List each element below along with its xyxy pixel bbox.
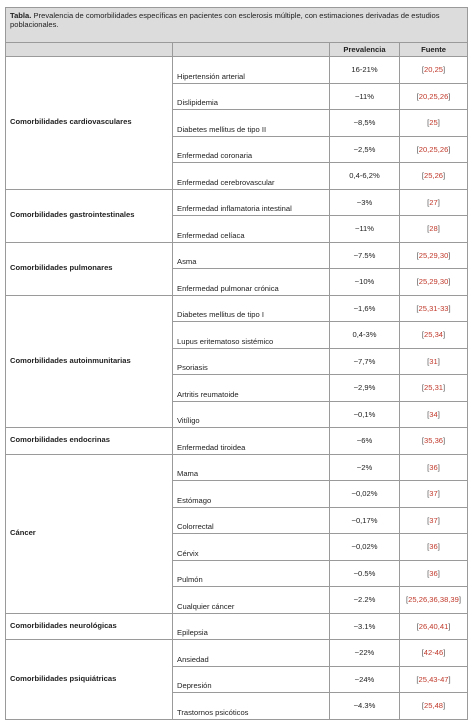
bracket-open: [ <box>421 65 425 75</box>
prevalence-cell: ~7,7% <box>330 348 400 375</box>
source-cell <box>400 428 468 455</box>
prevalence-cell: ~0,02% <box>330 481 400 508</box>
bracket-open: [ <box>421 648 424 658</box>
reference-link[interactable]: 25 <box>429 118 438 128</box>
prevalence-cell: ~10% <box>330 269 400 296</box>
bracket-close: ] <box>443 65 446 75</box>
condition-cell: Enfermedad pulmonar crónica <box>173 269 330 296</box>
prevalence-cell: ~2.2% <box>330 587 400 614</box>
prevalence-cell: ~3% <box>330 189 400 216</box>
category-cell: Comorbilidades pulmonares <box>6 242 173 295</box>
condition-cell: Estómago <box>173 481 330 508</box>
prevalence-cell: ~22% <box>330 640 400 667</box>
source-cell <box>400 613 468 640</box>
source-cell <box>400 348 468 375</box>
comorbidity-table-container <box>5 7 467 720</box>
category-cell: Cáncer <box>6 454 173 613</box>
condition-cell: Ansiedad <box>173 640 330 667</box>
reference-link[interactable]: 36 <box>429 542 438 552</box>
condition-cell: Artritis reumatoide <box>173 375 330 402</box>
bracket-open: [ <box>416 144 419 154</box>
prevalence-cell: ~2,5% <box>330 136 400 163</box>
bracket-open: [ <box>416 91 419 101</box>
prevalence-cell: ~2,9% <box>330 375 400 402</box>
header-row <box>6 43 468 57</box>
bracket-close: ] <box>448 277 451 287</box>
bracket-open: [ <box>427 515 430 525</box>
source-cell <box>400 454 468 481</box>
category-cell: Comorbilidades autoinmunitarias <box>6 295 173 428</box>
source-cell <box>400 401 468 428</box>
source-cell <box>400 110 468 137</box>
condition-cell: Enfermedad coronaria <box>173 136 330 163</box>
source-cell <box>400 163 468 190</box>
condition-cell: Cualquier cáncer <box>173 587 330 614</box>
table-row <box>6 640 468 667</box>
condition-cell: Vitíligo <box>173 401 330 428</box>
reference-link[interactable]: 25,48 <box>424 701 444 711</box>
reference-link[interactable]: 34 <box>429 409 438 419</box>
bracket-close: ] <box>437 489 440 499</box>
reference-link[interactable]: 20,25,26 <box>418 144 449 154</box>
category-cell: Comorbilidades neurológicas <box>6 613 173 640</box>
prevalence-cell: ~1,6% <box>330 295 400 322</box>
prevalence-cell: ~4.3% <box>330 693 400 720</box>
condition-cell: Trastornos psicóticos <box>173 693 330 720</box>
bracket-open: [ <box>416 250 419 260</box>
comorbidity-table <box>5 7 468 720</box>
condition-cell: Diabetes mellitus de tipo II <box>173 110 330 137</box>
source-cell <box>400 242 468 269</box>
condition-cell: Enfermedad inflamatoria intestinal <box>173 189 330 216</box>
reference-link[interactable]: 37 <box>429 489 438 499</box>
bracket-open: [ <box>421 383 425 393</box>
condition-cell: Lupus eritematoso sistémico <box>173 322 330 349</box>
condition-cell: Enfermedad cerebrovascular <box>173 163 330 190</box>
bracket-close: ] <box>448 91 451 101</box>
source-cell <box>400 295 468 322</box>
bracket-close: ] <box>458 595 461 605</box>
condition-cell: Epilepsia <box>173 613 330 640</box>
category-cell: Comorbilidades psiquiátricas <box>6 640 173 720</box>
bracket-close: ] <box>443 436 446 446</box>
table-caption <box>6 8 468 43</box>
source-cell <box>400 57 468 84</box>
condition-cell: Cérvix <box>173 534 330 561</box>
prevalence-cell: 0,4-3% <box>330 322 400 349</box>
source-cell <box>400 136 468 163</box>
reference-link[interactable]: 20,25 <box>424 65 444 75</box>
source-cell <box>400 693 468 720</box>
source-cell <box>400 534 468 561</box>
bracket-open: [ <box>416 277 419 287</box>
bracket-open: [ <box>406 595 409 605</box>
bracket-close: ] <box>448 621 451 631</box>
condition-cell: Dislipidemia <box>173 83 330 110</box>
reference-link[interactable]: 28 <box>429 224 438 234</box>
caption-label: Tabla. <box>10 11 32 20</box>
bracket-close: ] <box>437 542 440 552</box>
source-cell <box>400 666 468 693</box>
bracket-close: ] <box>443 330 446 340</box>
reference-link[interactable]: 25,43-47 <box>418 674 449 684</box>
source-cell <box>400 560 468 587</box>
source-cell <box>400 269 468 296</box>
table-row <box>6 613 468 640</box>
source-cell <box>400 481 468 508</box>
prevalence-cell: ~6% <box>330 428 400 455</box>
source-cell <box>400 640 468 667</box>
category-cell: Comorbilidades endocrinas <box>6 428 173 455</box>
table-body <box>6 57 468 720</box>
reference-link[interactable]: 42-46 <box>423 648 444 658</box>
source-cell <box>400 507 468 534</box>
bracket-open: [ <box>421 171 425 181</box>
reference-link[interactable]: 26,40,41 <box>418 621 449 631</box>
prevalence-cell: ~0,02% <box>330 534 400 561</box>
prevalence-cell: ~0,1% <box>330 401 400 428</box>
bracket-open: [ <box>421 436 425 446</box>
source-cell <box>400 83 468 110</box>
condition-cell: Enfermedad celíaca <box>173 216 330 243</box>
table-row <box>6 295 468 322</box>
prevalence-cell: ~11% <box>330 216 400 243</box>
reference-link[interactable]: 25,29,30 <box>418 250 449 260</box>
bracket-close: ] <box>448 674 451 684</box>
prevalence-cell: ~8,5% <box>330 110 400 137</box>
source-cell <box>400 375 468 402</box>
bracket-close: ] <box>443 171 446 181</box>
bracket-close: ] <box>443 648 446 658</box>
reference-link[interactable]: 35,36 <box>424 436 444 446</box>
header-source: Fuente <box>400 43 468 57</box>
bracket-open: [ <box>427 409 430 419</box>
bracket-open: [ <box>427 197 430 207</box>
condition-cell: Diabetes mellitus de tipo I <box>173 295 330 322</box>
bracket-open: [ <box>416 621 419 631</box>
bracket-open: [ <box>421 701 425 711</box>
reference-link[interactable]: 36 <box>429 568 438 578</box>
source-cell <box>400 587 468 614</box>
bracket-close: ] <box>448 144 451 154</box>
table-row <box>6 428 468 455</box>
category-cell: Comorbilidades cardiovasculares <box>6 57 173 190</box>
prevalence-cell: ~0.5% <box>330 560 400 587</box>
bracket-close: ] <box>437 224 440 234</box>
bracket-close: ] <box>443 701 446 711</box>
bracket-close: ] <box>443 383 446 393</box>
reference-link[interactable]: 25,31 <box>424 383 444 393</box>
bracket-close: ] <box>437 568 440 578</box>
bracket-close: ] <box>448 250 451 260</box>
bracket-open: [ <box>421 330 425 340</box>
bracket-open: [ <box>427 462 430 472</box>
condition-cell: Pulmón <box>173 560 330 587</box>
table-row <box>6 454 468 481</box>
bracket-open: [ <box>427 356 430 366</box>
source-cell <box>400 189 468 216</box>
bracket-open: [ <box>427 224 430 234</box>
prevalence-cell: ~11% <box>330 83 400 110</box>
source-cell <box>400 216 468 243</box>
reference-link[interactable]: 20,25,26 <box>418 91 449 101</box>
reference-link[interactable]: 25,26 <box>424 171 444 181</box>
reference-link[interactable]: 25,29,30 <box>418 277 449 287</box>
reference-link[interactable]: 25,34 <box>424 330 444 340</box>
prevalence-cell: ~24% <box>330 666 400 693</box>
reference-link[interactable]: 25,31-33 <box>418 303 449 313</box>
category-cell: Comorbilidades gastrointestinales <box>6 189 173 242</box>
bracket-open: [ <box>416 674 419 684</box>
bracket-open: [ <box>427 118 430 128</box>
table-row <box>6 57 468 84</box>
reference-link[interactable]: 31 <box>429 356 438 366</box>
reference-link[interactable]: 36 <box>429 462 438 472</box>
table-row <box>6 189 468 216</box>
bracket-close: ] <box>448 303 451 313</box>
condition-cell: Hipertensión arterial <box>173 57 330 84</box>
bracket-close: ] <box>437 409 440 419</box>
condition-cell: Enfermedad tiroidea <box>173 428 330 455</box>
bracket-close: ] <box>437 356 440 366</box>
prevalence-cell: ~0,17% <box>330 507 400 534</box>
bracket-close: ] <box>437 197 440 207</box>
prevalence-cell: ~2% <box>330 454 400 481</box>
prevalence-cell: ~3.1% <box>330 613 400 640</box>
condition-cell: Colorrectal <box>173 507 330 534</box>
bracket-close: ] <box>437 515 440 525</box>
condition-cell: Psoriasis <box>173 348 330 375</box>
table-row <box>6 242 468 269</box>
condition-cell: Depresión <box>173 666 330 693</box>
prevalence-cell: ~7.5% <box>330 242 400 269</box>
header-blank-condition <box>173 43 330 57</box>
prevalence-cell: 16-21% <box>330 57 400 84</box>
bracket-close: ] <box>437 462 440 472</box>
condition-cell: Mama <box>173 454 330 481</box>
condition-cell: Asma <box>173 242 330 269</box>
bracket-open: [ <box>427 489 430 499</box>
reference-link[interactable]: 37 <box>429 515 438 525</box>
bracket-open: [ <box>427 568 430 578</box>
bracket-open: [ <box>416 303 419 313</box>
header-blank-category <box>6 43 173 57</box>
source-cell <box>400 322 468 349</box>
bracket-open: [ <box>427 542 430 552</box>
header-prevalence: Prevalencia <box>330 43 400 57</box>
reference-link[interactable]: 25,26,36,38,39 <box>408 595 459 605</box>
prevalence-cell: 0,4-6,2% <box>330 163 400 190</box>
bracket-close: ] <box>437 118 440 128</box>
caption-text: Prevalencia de comorbilidades específicas en pacientes con esclerosis múltiple, con estimaciones derivadas de estudios poblacionales. <box>10 11 440 30</box>
reference-link[interactable]: 27 <box>429 197 438 207</box>
